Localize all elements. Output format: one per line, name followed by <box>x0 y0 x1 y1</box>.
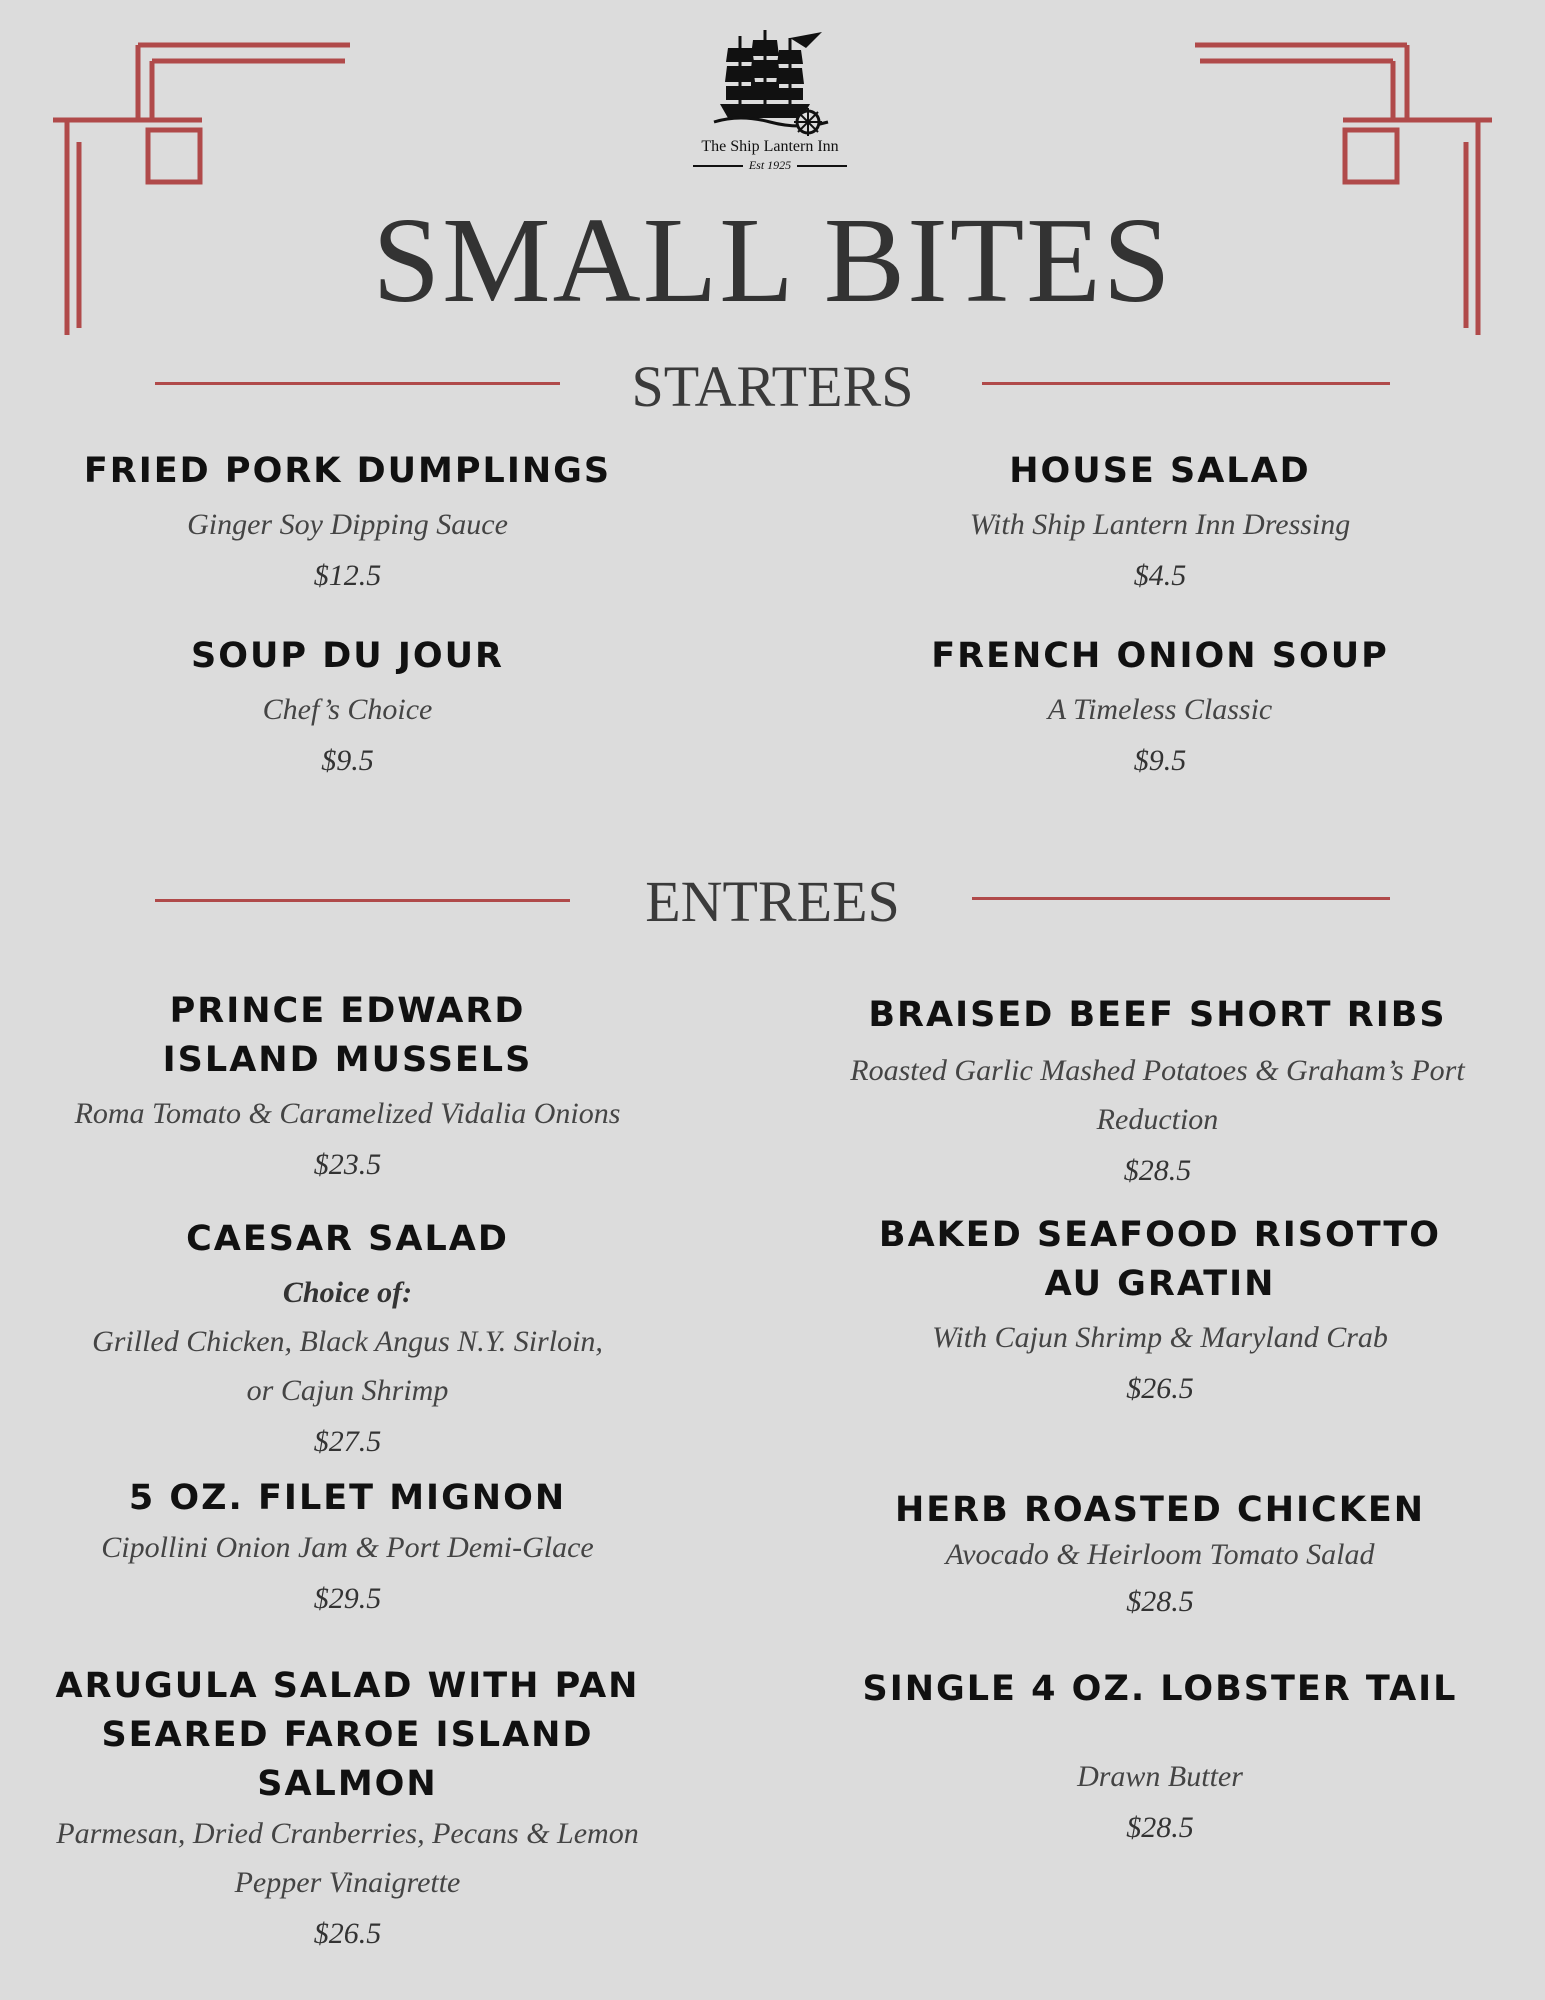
menu-item <box>860 632 1460 787</box>
menu-item <box>45 447 650 602</box>
logo-established: Est 1925 <box>748 158 792 172</box>
item-price: $28.5 <box>1123 1154 1192 1187</box>
item-choice-label: Choice of: <box>282 1276 413 1309</box>
item-price: $23.5 <box>313 1148 382 1181</box>
item-price: $26.5 <box>313 1917 382 1950</box>
item-price: $28.5 <box>1126 1585 1194 1618</box>
item-name: FRENCH ONION SOUP <box>931 636 1389 676</box>
item-description: Cipollini Onion Jam & Port Demi-Glace <box>101 1531 594 1564</box>
item-name: FRIED PORK DUMPLINGS <box>83 451 612 491</box>
item-name: SOUP DU JOUR <box>190 636 505 676</box>
item-price: $29.5 <box>313 1582 382 1615</box>
item-description: Avocado & Heirloom Tomato Salad <box>945 1538 1375 1571</box>
item-name: BRAISED BEEF SHORT RIBS <box>868 995 1447 1035</box>
logo-rule-left <box>693 165 743 167</box>
item-description: Roma Tomato & Caramelized Vidalia Onions <box>74 1097 621 1130</box>
item-price: $26.5 <box>1126 1372 1194 1405</box>
menu-item <box>45 987 650 1191</box>
section-title-starters: STARTERS <box>631 354 914 419</box>
item-name: SINGLE 4 OZ. LOBSTER TAIL <box>862 1669 1458 1709</box>
logo <box>660 26 880 176</box>
item-name: HOUSE SALAD <box>1009 451 1311 491</box>
item-price: $27.5 <box>313 1425 382 1458</box>
menu-item <box>45 632 650 787</box>
item-description: Parmesan, Dried Cranberries, Pecans & Lemon Pepper Vinaigrette <box>56 1817 639 1899</box>
page-title: SMALL BITES <box>372 193 1173 328</box>
menu-item <box>45 1474 650 1625</box>
item-name: HERB ROASTED CHICKEN <box>894 1490 1426 1530</box>
item-price: $9.5 <box>1133 744 1187 777</box>
menu-item <box>860 1486 1460 1628</box>
item-name: ARUGULA SALAD WITH PAN SEARED FAROE ISLAND SALMON <box>55 1666 640 1804</box>
menu-item <box>45 1215 650 1468</box>
item-description: Grilled Chicken, Black Angus N.Y. Sirloin, or Cajun Shrimp <box>92 1325 603 1407</box>
item-price: $9.5 <box>321 744 374 777</box>
item-description: Chef’s Choice <box>262 693 433 726</box>
item-description: With Cajun Shrimp & Maryland Crab <box>932 1321 1388 1354</box>
menu-item <box>860 447 1460 602</box>
item-description: With Ship Lantern Inn Dressing <box>969 508 1351 541</box>
item-price: $4.5 <box>1133 559 1187 592</box>
item-description: Drawn Butter <box>1077 1760 1243 1793</box>
menu-item <box>830 991 1485 1197</box>
menu-item <box>30 1662 665 1960</box>
item-description: Roasted Garlic Mashed Potatoes & Graham’s Port Reduction <box>850 1054 1465 1136</box>
item-name: PRINCE EDWARD ISLAND MUSSELS <box>162 991 533 1080</box>
logo-rule-right <box>797 165 847 167</box>
logo-name: The Ship Lantern Inn <box>701 138 839 155</box>
menu-item <box>860 1211 1460 1415</box>
menu-item <box>860 1665 1460 1854</box>
item-name: CAESAR SALAD <box>186 1219 509 1259</box>
item-price: $28.5 <box>1126 1811 1194 1844</box>
item-price: $12.5 <box>313 559 382 592</box>
item-name: BAKED SEAFOOD RISOTTO AU GRATIN <box>878 1215 1442 1304</box>
ship-icon <box>710 26 830 136</box>
item-description: Ginger Soy Dipping Sauce <box>187 508 508 541</box>
item-name: 5 OZ. FILET MIGNON <box>128 1478 567 1518</box>
item-description: A Timeless Classic <box>1047 693 1273 726</box>
section-title-entrees: ENTREES <box>645 869 900 934</box>
